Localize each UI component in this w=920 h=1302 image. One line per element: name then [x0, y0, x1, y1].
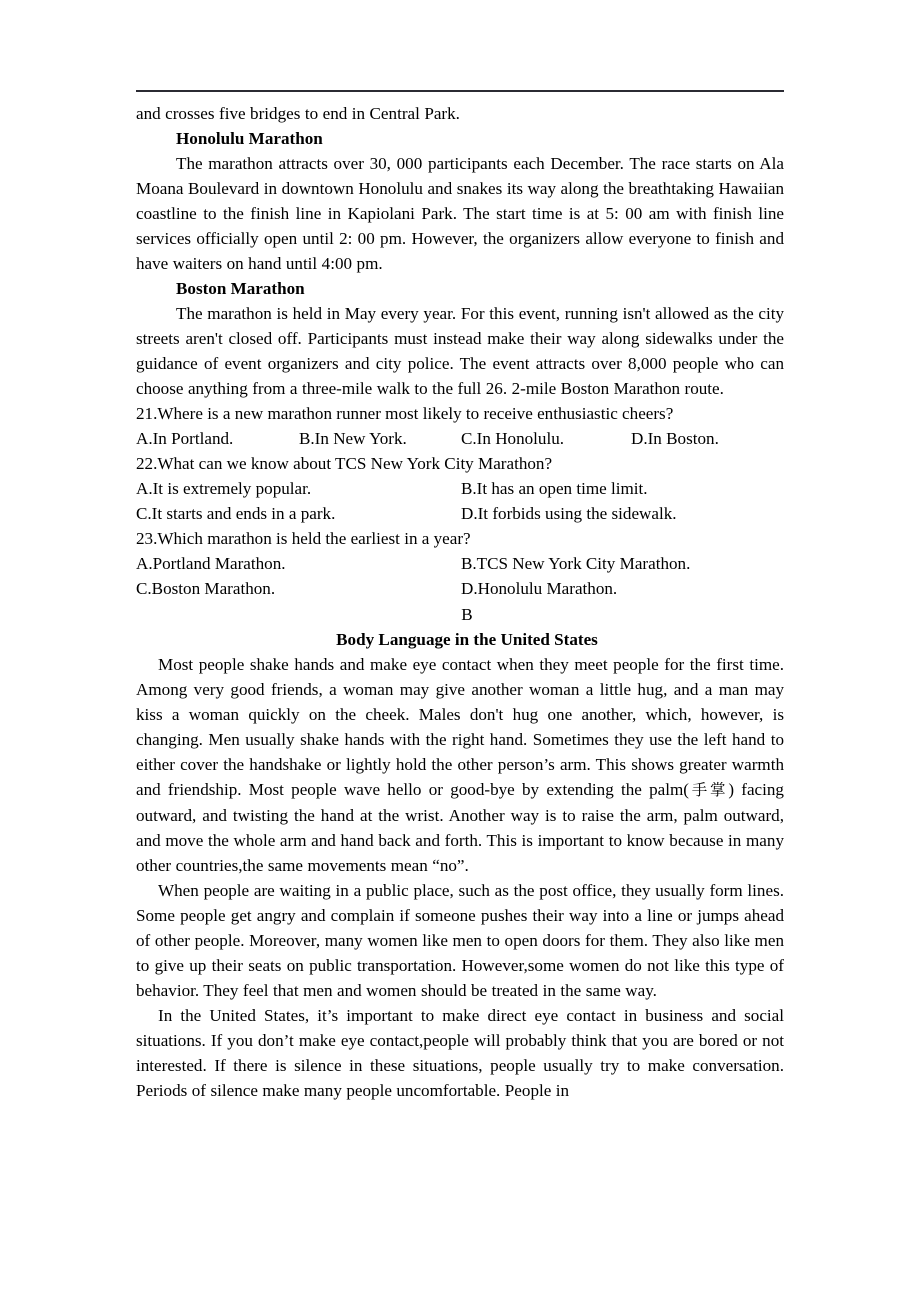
- passage-b-paragraph-1-text-after-gloss: ) facing outward, and twisting the hand at the wrist. Another way is to raise the arm, palm outward, and move the whole arm and hand back and forth. This is important to know because in many other countries,the same movements mean “no”.: [136, 780, 784, 875]
- passage-b-paragraph-1-text-before-gloss: Most people shake hands and make eye contact when they meet people for the first time. Among very good friends, a woman may give another woman a little hug, and a man may kiss a woman quickly on the cheek. Males don't hug one another, which, however, is changing. Men usually shake hands with the right hand. Sometimes they use the left hand to either cover the handshake or lightly hold the other person’s arm. This shows greater warmth and friendship. Most people wave hello or good-bye by extending the palm(: [136, 655, 784, 799]
- subheading-honolulu-marathon: Honolulu Marathon: [176, 129, 323, 148]
- paragraph-honolulu-marathon: The marathon attracts over 30, 000 participants each December. The race starts on Ala Moana Boulevard in downtown Honolulu and snakes its way along the breathtaking Hawaiian coastline to the finish line in Kapiolani Park. The start time is at 5: 00 am with finish line services officially open until 2: 00 pm. However, the organizers allow everyone to finish and have waiters on hand until 4:00 pm.: [136, 154, 784, 273]
- question-22-option-a[interactable]: A.It is extremely popular.: [136, 479, 312, 498]
- passage-b-paragraph-3: In the United States, it’s important to make direct eye contact in business and social situations. If you don’t make eye contact,people will probably think that you are bored or not interested. If there is silence in these situations, people usually try to make conversation. Periods of silence make many people uncomfortable. People in: [136, 1006, 784, 1100]
- question-22-option-c[interactable]: C.It starts and ends in a park.: [136, 504, 336, 523]
- question-23-option-d[interactable]: D.Honolulu Marathon.: [461, 579, 618, 598]
- passage-a-continued-line: and crosses five bridges to end in Central Park.: [136, 104, 460, 123]
- question-21-options: [136, 426, 784, 451]
- question-22-stem: 22.What can we know about TCS New York City Marathon?: [136, 454, 553, 473]
- question-21-option-d[interactable]: D.In Boston.: [631, 429, 719, 448]
- question-23-option-b[interactable]: B.TCS New York City Marathon.: [461, 554, 691, 573]
- question-23-options-row-2: [136, 576, 784, 601]
- question-22-option-b[interactable]: B.It has an open time limit.: [461, 479, 648, 498]
- question-23-stem: 23.Which marathon is held the earliest in a year?: [136, 529, 471, 548]
- passage-b-section-letter: B: [461, 605, 473, 624]
- question-22-options-row-2: [136, 501, 784, 526]
- question-23-option-c[interactable]: C.Boston Marathon.: [136, 579, 276, 598]
- passage-b-paragraph-1: [136, 652, 784, 878]
- passage-b-paragraph-2: When people are waiting in a public place, such as the post office, they usually form lines. Some people get angry and complain if someone pushes their way into a line or jumps ahead of other people. Moreover, many women like men to open doors for them. They also like men to give up their seats on public transportation. However,some women do not like this type of behavior. They feel that men and women should be treated in the same way.: [136, 881, 784, 1000]
- question-23-options-row-1: [136, 551, 784, 576]
- question-21-option-c[interactable]: C.In Honolulu.: [461, 429, 565, 448]
- question-21-option-a[interactable]: A.In Portland.: [136, 429, 234, 448]
- question-21-option-b[interactable]: B.In New York.: [299, 429, 407, 448]
- question-22-option-d[interactable]: D.It forbids using the sidewalk.: [461, 504, 677, 523]
- paragraph-boston-marathon: The marathon is held in May every year. For this event, running isn't allowed as the city streets aren't closed off. Participants must instead make their way along sidewalks under the guidance of event organizers and city police. The event attracts over 8,000 people who can choose anything from a three-mile walk to the full 26. 2-mile Boston Marathon route.: [136, 304, 784, 398]
- question-23-option-a[interactable]: A.Portland Marathon.: [136, 554, 286, 573]
- header-rule: [136, 90, 784, 92]
- passage-b-title: Body Language in the United States: [336, 630, 598, 649]
- passage-b-chinese-gloss-palm: 手掌: [689, 781, 729, 799]
- page-content: [136, 90, 784, 1103]
- question-22-options-row-1: [136, 476, 784, 501]
- passage-b: [136, 602, 784, 1103]
- question-21-stem: 21.Where is a new marathon runner most likely to receive enthusiastic cheers?: [136, 404, 674, 423]
- subheading-boston-marathon: Boston Marathon: [176, 279, 305, 298]
